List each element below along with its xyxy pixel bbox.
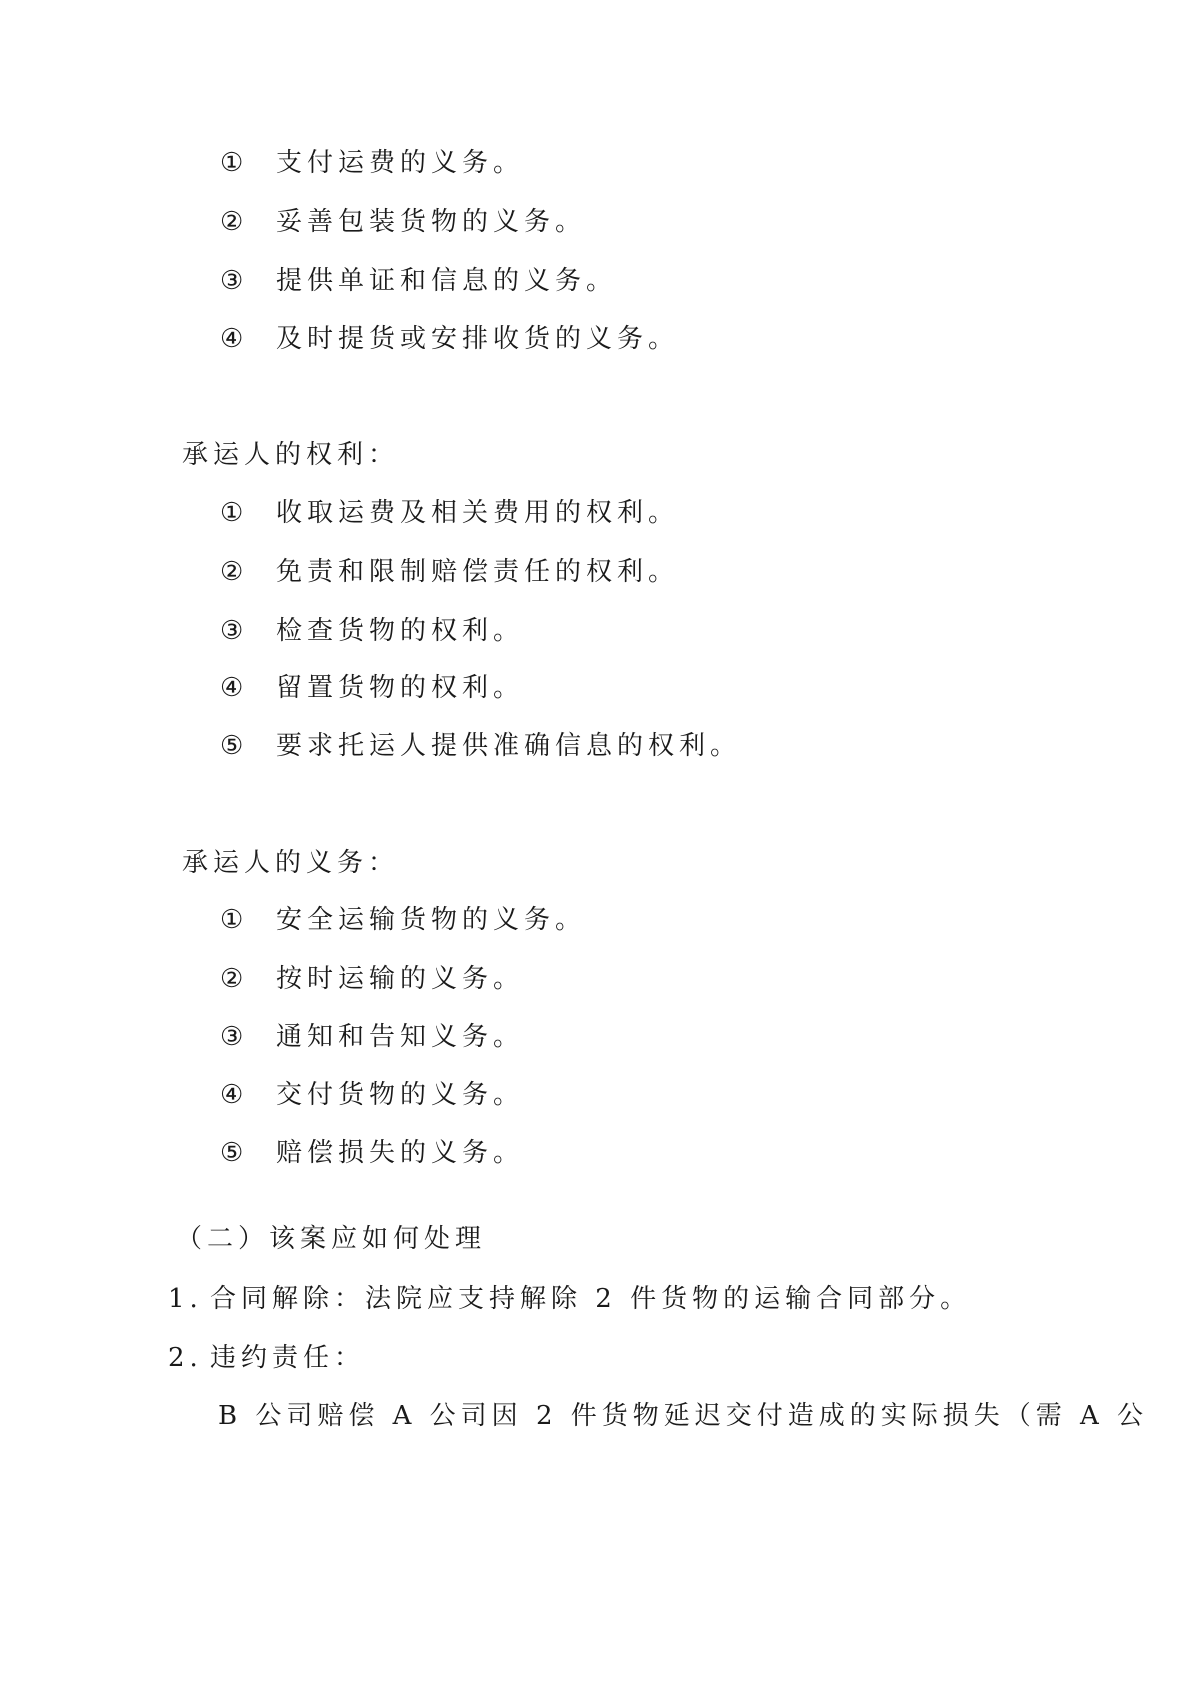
list-text: 按时运输的义务。	[276, 964, 525, 994]
section-heading-case-handling: （二）该案应如何处理	[176, 1224, 487, 1254]
list-text: 检查货物的权利。	[276, 616, 525, 646]
list-number: ③	[220, 266, 249, 296]
list-text: 留置货物的权利。	[276, 673, 525, 703]
list-number: ④	[220, 673, 249, 703]
list-number: ③	[220, 616, 249, 646]
list-text: 安全运输货物的义务。	[276, 905, 587, 935]
point-number: 2.	[168, 1343, 203, 1373]
list-number: ④	[220, 324, 249, 354]
section-heading-carrier-rights: 承运人的权利：	[182, 440, 400, 470]
list-text: 要求托运人提供准确信息的权利。	[276, 731, 742, 761]
body-paragraph: B 公司赔偿 A 公司因 2 件货物延迟交付造成的实际损失（需 A 公	[218, 1401, 1149, 1431]
list-number: ②	[220, 964, 249, 994]
list-number: ①	[220, 148, 249, 178]
list-text: 交付货物的义务。	[276, 1080, 525, 1110]
list-text: 支付运费的义务。	[276, 148, 525, 178]
list-text: 赔偿损失的义务。	[276, 1138, 525, 1168]
point-text: 合同解除：法院应支持解除 2 件货物的运输合同部分。	[210, 1284, 972, 1314]
list-number: ⑤	[220, 1138, 249, 1168]
point-number: 1.	[168, 1284, 203, 1314]
list-number: ⑤	[220, 731, 249, 761]
list-number: ③	[220, 1022, 249, 1052]
list-text: 免责和限制赔偿责任的权利。	[276, 557, 680, 587]
list-text: 及时提货或安排收货的义务。	[276, 324, 680, 354]
list-text: 收取运费及相关费用的权利。	[276, 498, 680, 528]
list-number: ②	[220, 207, 249, 237]
list-number: ②	[220, 557, 249, 587]
list-text: 通知和告知义务。	[276, 1022, 525, 1052]
list-number: ①	[220, 905, 249, 935]
list-number: ④	[220, 1080, 249, 1110]
list-number: ①	[220, 498, 249, 528]
list-text: 妥善包装货物的义务。	[276, 207, 587, 237]
section-heading-carrier-obligations: 承运人的义务：	[182, 848, 400, 878]
point-text: 违约责任：	[210, 1343, 366, 1373]
list-text: 提供单证和信息的义务。	[276, 266, 618, 296]
